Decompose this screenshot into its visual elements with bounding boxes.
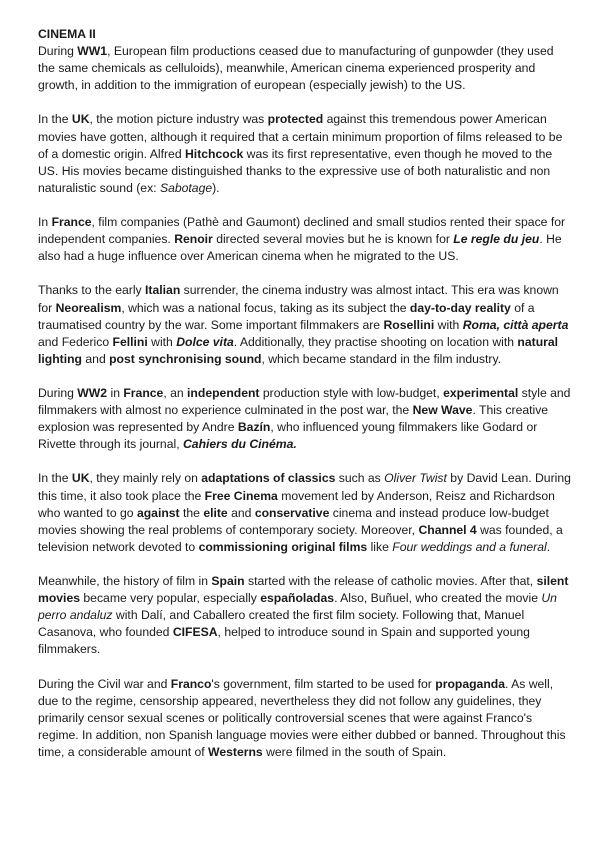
bold-text: silent movies xyxy=(38,574,569,606)
text-run: like xyxy=(367,539,393,554)
text-run: In xyxy=(38,215,52,230)
italic-text: Sabotage xyxy=(159,180,213,195)
text-run: , which was a national focus, taking as its subject the xyxy=(121,300,410,315)
paragraph xyxy=(38,43,572,94)
text-run: production style with low-budget, xyxy=(259,385,444,400)
bold-text: propaganda xyxy=(435,676,505,691)
bold-text: Spain xyxy=(211,574,245,588)
text-run: During the Civil war and xyxy=(38,676,171,691)
text-run: In the xyxy=(38,471,72,486)
text-run: 's government, film started to be used for xyxy=(211,676,436,691)
text-run: were filmed in the south of Spain. xyxy=(262,744,447,759)
text-run: Meanwhile, the history of film in xyxy=(38,574,212,588)
text-run: cinema and instead produce low-budget movies showing the real problems of contemporary society. Moreover, xyxy=(38,505,549,537)
text-run: In the xyxy=(38,112,72,127)
text-run: directed several movies but he is known for xyxy=(212,232,454,247)
text-run: and xyxy=(82,351,110,366)
bold-italic-text: Cahiers du Cinéma. xyxy=(182,437,297,452)
bold-text: elite xyxy=(203,505,228,520)
bold-text: Fellini xyxy=(112,334,148,349)
bold-text: New Wave xyxy=(412,403,473,418)
text-run: and Federico xyxy=(38,334,113,349)
bold-text: Channel 4 xyxy=(418,522,477,537)
text-run: started with the release of catholic movies. After that, xyxy=(244,574,537,588)
text-run: was its first representative, even though he moved to the US. His movies became distinguished thanks to the expressive use of both naturalistic and non naturalistic sound (ex: xyxy=(38,146,553,195)
text-run: became very popular, especially xyxy=(80,591,261,606)
paragraph xyxy=(38,470,572,555)
bold-italic-text: Dolce vita xyxy=(176,334,234,349)
text-run: with xyxy=(434,317,463,332)
bold-text: WW2 xyxy=(77,385,108,400)
text-run: , the motion picture industry was xyxy=(89,112,268,127)
bold-text: independent xyxy=(187,385,260,400)
text-run: with xyxy=(147,334,177,349)
text-run: . As well, due to the regime, censorship appeared, nevertheless they did not follow any guidelines, they primarily censor sexual scenes or politically controversial scenes that were against Franco's regime. In addition, non Spanish language movies were either dubbed or banned. Throughout this time, a considerable amount of xyxy=(38,676,566,759)
text-run: , which became standard in the film industry. xyxy=(261,351,502,366)
text-run: , European film productions ceased due to manufacturing of gunpowder (they used the same chemicals as celluloids), meanwhile, American cinema experienced prosperity and growth, in addition to the immigration of european (especially jewish) to the US. xyxy=(38,44,554,93)
page-title: CINEMA II xyxy=(38,27,96,41)
paragraph xyxy=(38,573,572,658)
paragraph xyxy=(38,111,572,196)
bold-text: WW1 xyxy=(77,44,108,59)
text-run: the xyxy=(179,505,204,520)
text-run: . He also had a huge influence over American cinema when he migrated to the US. xyxy=(38,232,562,264)
text-run: . xyxy=(546,539,551,554)
bold-text: experimental xyxy=(443,385,519,400)
text-run: against this tremendous power American movies have gotten, although it required that a certain minimum proportion of films released to be of a domestic origin. Alfred xyxy=(38,112,563,161)
italic-text: Four weddings and a funeral xyxy=(392,539,547,554)
text-run: Thanks to the early xyxy=(38,283,146,298)
paragraph xyxy=(38,385,572,453)
text-run: style and filmmakers with almost no experience culminated in the post war, the xyxy=(38,385,571,418)
bold-text: day-to-day reality xyxy=(409,300,511,315)
text-run: by David Lean. During this time, it also took place the xyxy=(38,471,571,503)
bold-italic-text: Roma, città aperta xyxy=(462,317,569,332)
text-run: . This creative explosion was represented by Andre xyxy=(38,403,549,435)
italic-text: Oliver Twist xyxy=(384,471,447,486)
bold-text: UK xyxy=(71,112,90,127)
text-run: was founded, a television network devoted to xyxy=(38,522,563,554)
text-run: , who influenced young filmmakers like Godard or Rivette through its journal, xyxy=(38,420,538,452)
bold-text: Free Cinema xyxy=(204,488,278,503)
bold-text: CIFESA xyxy=(172,625,218,640)
bold-text: Neorealism xyxy=(55,300,122,315)
text-run: , film companies (Pathè and Gaumont) declined and small studios rented their space for independent companies. xyxy=(38,215,566,247)
italic-text: Un perro andaluz xyxy=(38,591,557,623)
paragraph xyxy=(38,282,572,367)
bold-text: France xyxy=(51,215,92,230)
text-run: During xyxy=(38,44,78,59)
text-run: of a traumatised country by the war. Some important filmmakers are xyxy=(38,300,535,332)
body-text xyxy=(38,43,572,761)
text-run: . Additionally, they practise shooting on location with xyxy=(233,334,518,349)
bold-text: commissioning original films xyxy=(198,539,368,554)
bold-text: Franco xyxy=(170,676,212,691)
bold-text: natural lighting xyxy=(38,334,559,366)
text-run: During xyxy=(38,385,78,400)
bold-text: españoladas xyxy=(260,591,335,606)
bold-text: adaptations of classics xyxy=(201,471,336,486)
bold-text: protected xyxy=(267,112,324,127)
text-run: ). xyxy=(212,180,220,195)
bold-text: Bazín xyxy=(237,420,271,435)
text-run: , helped to introduce sound in Spain and supported young filmmakers. xyxy=(38,625,530,657)
text-run: such as xyxy=(335,471,385,486)
bold-italic-text: Le regle du jeu xyxy=(453,232,540,247)
text-run: with Dalí, and Caballero created the first film society. Following that, Manuel Casanova, who founded xyxy=(38,608,525,640)
bold-text: Renoir xyxy=(174,232,213,247)
bold-text: Italian xyxy=(145,283,181,298)
bold-text: Westerns xyxy=(208,744,263,759)
text-run: surrender, the cinema industry was almost intact. This era was known for xyxy=(38,283,559,315)
text-run: , they mainly rely on xyxy=(89,471,202,486)
paragraph xyxy=(38,214,572,265)
text-run: and xyxy=(227,505,255,520)
bold-text: conservative xyxy=(254,505,330,520)
text-run: movement led by Anderson, Reisz and Richardson who wanted to go xyxy=(38,488,555,520)
text-run: in xyxy=(107,385,124,400)
paragraph xyxy=(38,676,572,761)
bold-text: UK xyxy=(71,471,90,486)
bold-text: Hitchcock xyxy=(185,146,244,161)
text-run: . Also, Buñuel, who created the movie xyxy=(334,591,542,606)
bold-text: Rosellini xyxy=(383,317,435,332)
bold-text: post synchronising sound xyxy=(109,351,262,366)
bold-text: against xyxy=(136,505,180,520)
text-run: , an xyxy=(163,385,188,400)
bold-text: France xyxy=(123,385,164,400)
